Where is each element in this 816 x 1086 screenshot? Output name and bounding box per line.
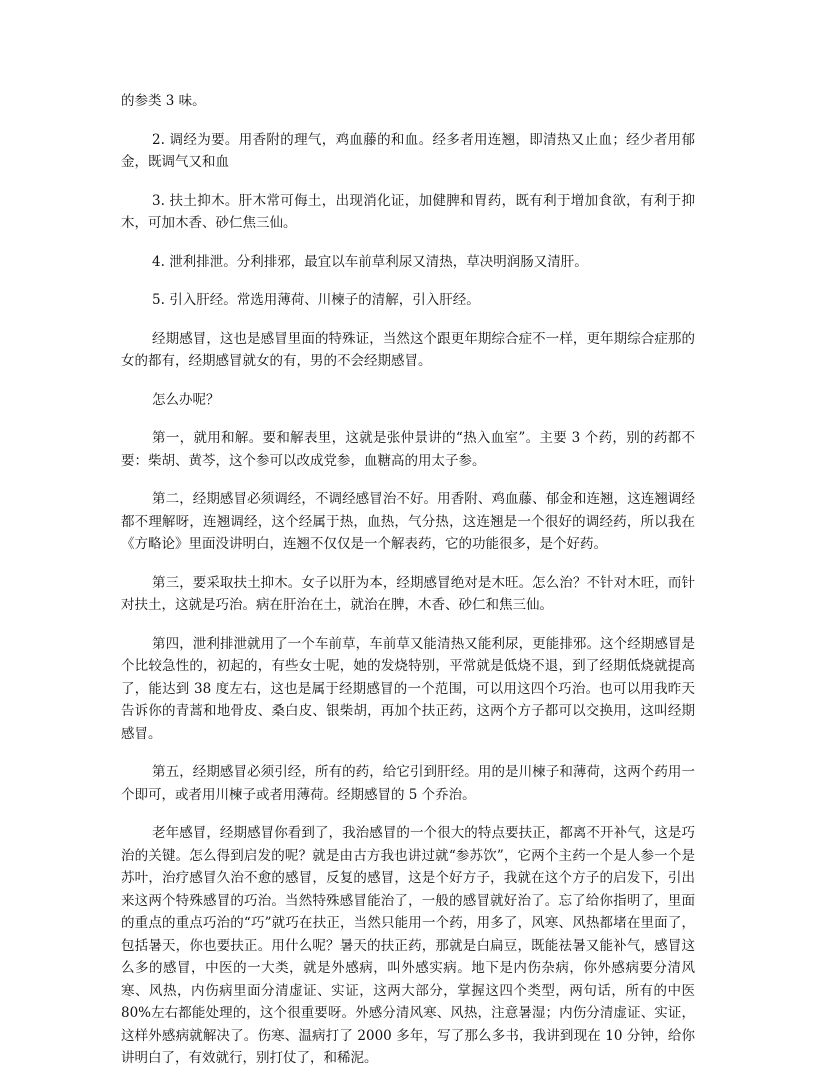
paragraph-menstrual-cold-intro: 经期感冒，这也是感冒里面的特殊证，当然这个跟更年期综合症不一样，更年期综合症那的女的都有，经期感冒就女的有，男的不会经期感冒。 [121, 330, 695, 369]
paragraph-item-4: 4. 泄利排泄。分利排邪，最宜以车前草利尿又清热，草决明润肠又清肝。 [152, 253, 588, 270]
paragraph-first: 第一，就用和解。要和解表里，这就是张仲景讲的“热入血室”。主要 3 个药，别的药都不要：柴胡、黄芩，这个参可以改成党参，血糖高的用太子参。 [121, 430, 695, 469]
paragraph-item-2: 2. 调经为要。用香附的理气，鸡血藤的和血。经多者用连翘，即清热又止血；经少者用郁金，既调气又和血 [121, 131, 695, 170]
paragraph-fifth: 第五，经期感冒必须引经，所有的药，给它引到肝经。用的是川楝子和薄荷，这两个药用一个即可，或者用川楝子或者用薄荷。经期感冒的 5 个乔治。 [121, 764, 695, 803]
paragraph-continuation: 的参类 3 味。 [121, 93, 206, 109]
paragraph-fourth: 第四，泄利排泄就用了一个车前草，车前草又能清热又能利尿，更能排邪。这个经期感冒是个比较急性的，初起的，有些女士呢，她的发烧特别，平常就是低烧不退，到了经期低烧就提高了，能达到 38 度左右，这也是属于经期感冒的一个范围，可以用这四个巧治。也可以用我昨天告诉你的青蒿和地骨皮、桑白皮、银柴胡，再加个扶正药，这两个方子都可以交换用，这叫经期感冒。 [121, 635, 695, 742]
paragraph-elderly-cold: 老年感冒，经期感冒你看到了，我治感冒的一个很大的特点要扶正，都离不开补气，这是巧治的关键。怎么得到启发的呢？就是由古方我也讲过就“参苏饮”，它两个主药一个是人参一个是苏叶，治疗感冒久治不愈的感冒，反复的感冒，这是个好方子，我就在这个方子的启发下，引出来这两个特殊感冒的巧治。当然特殊感冒能治了，一般的感冒就好治了。忘了给你指明了，里面的重点的重点巧治的“巧”就巧在扶正，当然只能用一个药，用多了，风寒、风热都堵在里面了，包括暑天，你也要扶正。用什么呢？暑天的扶正药，那就是白扁豆，既能祛暑又能补气，感冒这么多的感冒，中医的一大类，就是外感病，叫外感实病。地下是内伤杂病，你外感病要分清风寒、风热，内伤病里面分清虚证、实证，这两大部分，掌握这四个类型，两句话，所有的中医 80%左右都能处理的，这个很重要呀。外感分清风寒、风热，注意暑湿；内伤分清虚证、实证，这样外感病就解决了。伤寒、温病打了 2000 多年，写了那么多书，我讲到现在 10 分钟，给你讲明白了，有效就行，别打仗了，和稀泥。 [121, 825, 695, 1066]
paragraph-third: 第三，要采取扶土抑木。女子以肝为本，经期感冒绝对是木旺。怎么治？不针对木旺，而针对扶土，这就是巧治。病在肝治在土，就治在脾，木香、砂仁和焦三仙。 [121, 574, 695, 613]
document-body [121, 90, 695, 1086]
paragraph-second: 第二，经期感冒必须调经，不调经感冒治不好。用香附、鸡血藤、郁金和连翘，这连翘调经都不理解呀，连翘调经，这个经属于热，血热，气分热，这连翘是一个很好的调经药，所以我在《方略论》里面没讲明白，连翘不仅仅是一个解表药，它的功能很多，是个好药。 [121, 491, 695, 552]
paragraph-question: 怎么办呢？ [152, 391, 220, 408]
paragraph-item-3: 3. 扶土抑木。肝木常可侮土，出现消化证，加健脾和胃药，既有利于增加食欲，有利于抑木，可加木香、砂仁焦三仙。 [121, 192, 695, 231]
paragraph-item-5: 5. 引入肝经。常选用薄荷、川楝子的清解，引入肝经。 [152, 292, 480, 308]
